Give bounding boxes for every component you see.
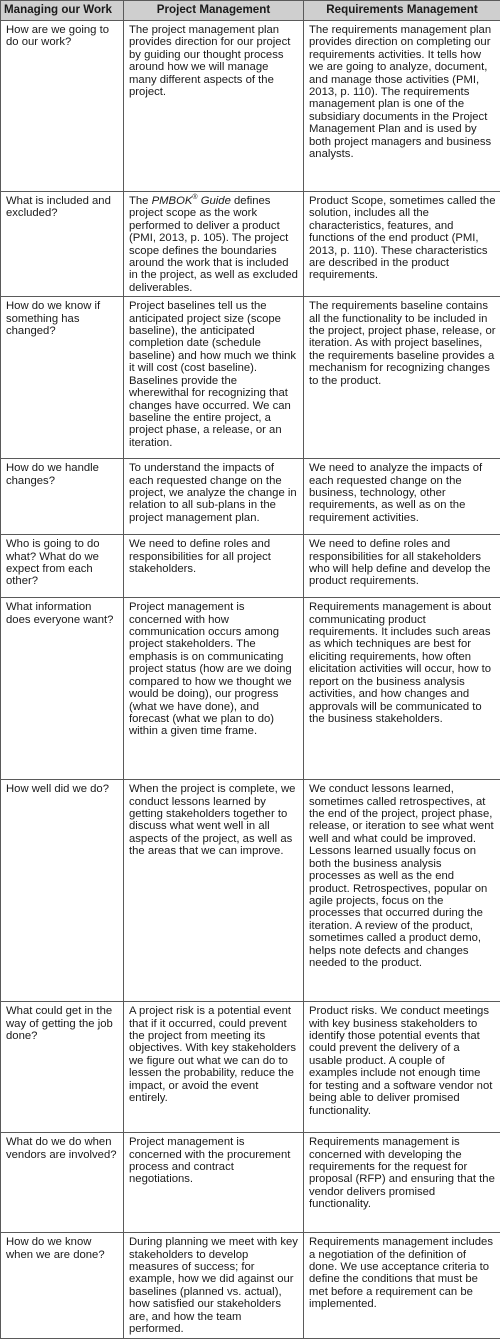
project-management-cell: The project management plan provides direction for our project by guiding our thought process around how we will manage many different aspects of the project. [124, 21, 304, 192]
project-management-cell: When the project is complete, we conduct lessons learned by getting stakeholders together to discuss what went well in all aspects of the project, as well as the areas that we can improve. [124, 780, 304, 1002]
registered-mark: ® [192, 194, 197, 201]
row-question: How do we handle changes? [1, 459, 124, 535]
project-management-cell: We need to define roles and responsibilities for all project stakeholders. [124, 535, 304, 598]
requirements-management-cell: We conduct lessons learned, sometimes called retrospectives, at the end of the project, project phase, release, or iteration to see what went well and what could be improved. Lessons learned usually focus on both the business analysis processes as well as the end product. Retrospectives, popular on agile projects, focus on the processes that occurred during the iteration. A review of the product, sometimes called a product demo, helps note defects and changes needed to the product. [304, 780, 500, 1002]
table-row [1, 1233, 500, 1339]
table-row [1, 598, 500, 780]
project-management-cell: Project management is concerned with how communication occurs among project stakeholders. The emphasis is on communicating project status (how are we doing compared to how we thought we would be doing), our progress (what we have done), and forecast (what we plan to do) within a given time frame. [124, 598, 304, 780]
table-row [1, 297, 500, 459]
row-question: How well did we do? [1, 780, 124, 1002]
table-row [1, 459, 500, 535]
requirements-management-cell: The requirements baseline contains all the functionality to be included in the project, project phase, release, or iteration. As with project baselines, the requirements baseline provides a mechanism for recognizing changes to the product. [304, 297, 500, 459]
project-management-cell: A project risk is a potential event that if it occurred, could prevent the project from meeting its objectives. With key stakeholders we figure out what we can do to lessen the probability, reduce the impact, or avoid the event entirely. [124, 1002, 304, 1133]
row-question: How do we know when we are done? [1, 1233, 124, 1339]
project-text-prefix: The [129, 195, 152, 207]
project-management-cell: To understand the impacts of each requested change on the project, we analyze the change in relation to all sub-plans in the project management plan. [124, 459, 304, 535]
header-project-management: Project Management [124, 1, 304, 21]
requirements-management-cell: We need to analyze the impacts of each requested change on the business, technology, other requirements, as well as on the requirement activities. [304, 459, 500, 535]
requirements-management-cell: Product Scope, sometimes called the solution, includes all the characteristics, features, and functions of the end product (PMI, 2013, p. 110). These characteristics are described in the product requirements. [304, 192, 500, 297]
project-management-cell: Project baselines tell us the anticipated project size (scope baseline), the anticipated completion date (schedule baseline) and how much we think it will cost (cost baseline). Baselines provide the wherewithal for recognizing that changes have occurred. We can baseline the entire project, a project phase, a release, or an iteration. [124, 297, 304, 459]
row-question: What could get in the way of getting the job done? [1, 1002, 124, 1133]
pmbok-title: PMBOK [152, 195, 193, 207]
row-question: What is included and excluded? [1, 192, 124, 297]
table-row [1, 780, 500, 1002]
row-question: Who is going to do what? What do we expect from each other? [1, 535, 124, 598]
requirements-management-cell: The requirements management plan provides direction on completing our requirements activities. It tells how we are going to analyze, document, and manage those activities (PMI, 2013, p. 110). The requirements management plan is one of the subsidiary documents in the Project Management Plan and is used by both project managers and business analysts. [304, 21, 500, 192]
table-row [1, 192, 500, 297]
header-managing-our-work: Managing our Work [1, 1, 124, 21]
table-row [1, 535, 500, 598]
header-row [1, 1, 500, 21]
project-text-rest: defines project scope as the work performed to deliver a product (PMI, 2013, p. 105). The project scope defines the boundaries around the work that is included in the project, as well as excluded deliverables. [129, 195, 298, 294]
table-row [1, 21, 500, 192]
project-management-cell [124, 192, 304, 297]
requirements-management-cell: Product risks. We conduct meetings with key business stakeholders to identify those potential events that could prevent the delivery of a usable product. A couple of examples include not enough time for testing and a software vendor not being able to deliver promised functionality. [304, 1002, 500, 1133]
header-requirements-management: Requirements Management [304, 1, 500, 21]
row-question: How do we know if something has changed? [1, 297, 124, 459]
requirements-management-cell: Requirements management is concerned with developing the requirements for the request for proposal (RFP) and ensuring that the vendor delivers promised functionality. [304, 1133, 500, 1233]
requirements-management-cell: We need to define roles and responsibilities for all stakeholders who will help define and develop the product requirements. [304, 535, 500, 598]
row-question: What information does everyone want? [1, 598, 124, 780]
table-row [1, 1133, 500, 1233]
table-row [1, 1002, 500, 1133]
project-management-cell: During planning we meet with key stakeholders to develop measures of success; for example, how we did against our baselines (planned vs. actual), how satisfied our stakeholders are, and how the team performed. [124, 1233, 304, 1339]
guide-title: Guide [198, 195, 231, 207]
project-management-cell: Project management is concerned with the procurement process and contract negotiations. [124, 1133, 304, 1233]
requirements-management-cell: Requirements management includes a negotiation of the definition of done. We use acceptance criteria to define the conditions that must be met before a requirement can be implemented. [304, 1233, 500, 1339]
requirements-management-cell: Requirements management is about communicating product requirements. It includes such areas as which techniques are best for eliciting requirements, how often elicitation activities will occur, how to report on the business analysis activities, and how changes and approvals will be communicated to the business stakeholders. [304, 598, 500, 780]
row-question: What do we do when vendors are involved? [1, 1133, 124, 1233]
row-question: How are we going to do our work? [1, 21, 124, 192]
